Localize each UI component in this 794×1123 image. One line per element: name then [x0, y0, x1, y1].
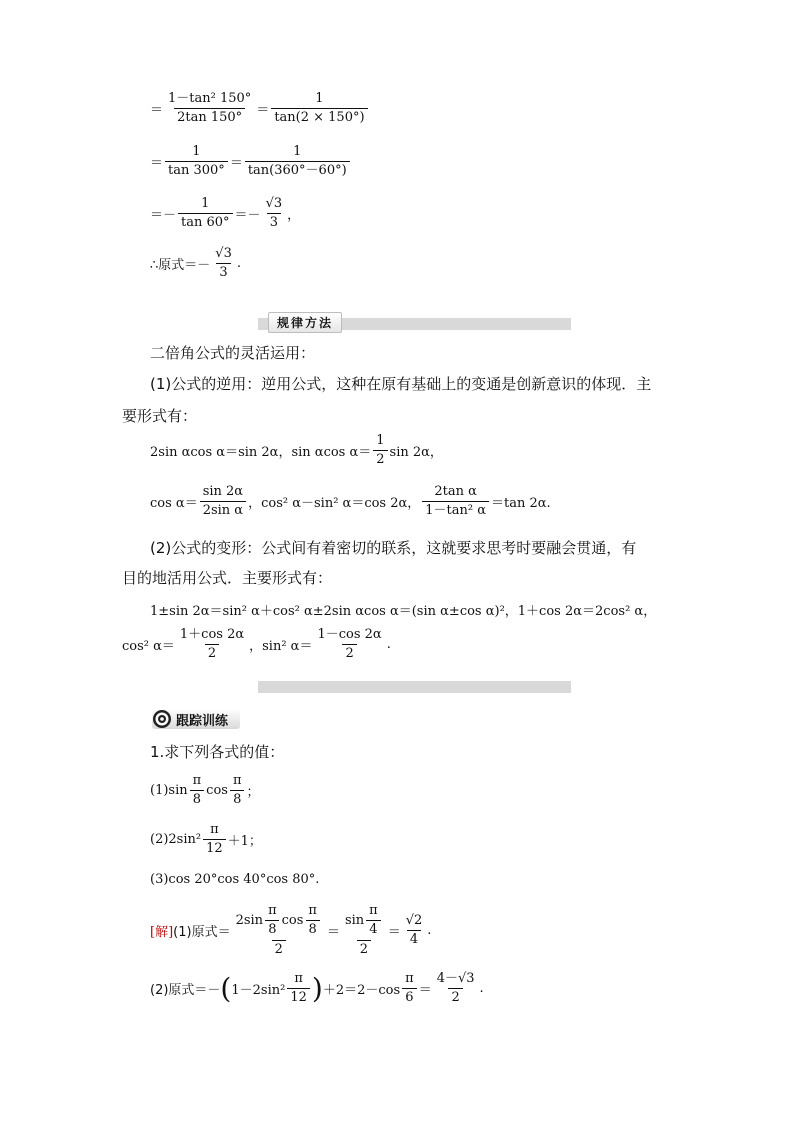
conclusion-line: ∴原式＝－ $\frac{√3}{3}$ .	[150, 246, 241, 281]
derivation-line-2: ＝ $\frac{1}{\tan 300^\circ}$ ＝ $\frac{1}{\tan(360^\circ-60^\circ)}$	[150, 145, 352, 179]
method-end-bar	[258, 681, 571, 693]
derivation-line-3: ＝－ $\frac{1}{\tan 60^\circ}$ ＝－ $\frac{√3}{3}$ ，	[150, 196, 301, 231]
question-1: (1)sin $\frac{\pi}{8}$ cos $\frac{\pi}{8}$ ；	[150, 773, 260, 808]
question-3: (3)cos 20°cos 40°cos 80°.	[150, 872, 320, 887]
training-question: 1.求下列各式的值：	[150, 743, 285, 761]
method-banner-label: 规律方法	[268, 312, 342, 333]
method-p2-line2: 目的地活用公式．主要形式有：	[122, 569, 333, 587]
training-badge	[152, 709, 240, 729]
method-formula-2: cos α＝ $\frac{\sin 2\alpha}{\text{2sin α}}$ ，cos² α－sin² α＝cos 2α， $\frac{\text{2tan α}}{\text{1－tan² α}}$ ＝tan 2α.	[150, 484, 551, 519]
method-formula-3: 1±sin 2α＝sin² α＋cos² α±2sin αcos α＝(sin α±cos α)²，1＋cos 2α＝2cos² α，	[150, 604, 657, 619]
solution-2: (2)原式＝－ ( 1－2sin² $\frac{\pi}{12}$ ) ＋2＝2－cos $\frac{\pi}{6}$ ＝ $\frac{4-√3}{2}$ .	[150, 971, 484, 1006]
method-p2-line1: (2)公式的变形：公式间有着密切的联系，这就要求思考时要融会贯通，有	[150, 539, 637, 557]
target-icon	[152, 709, 172, 729]
derivation-line-1: ＝ $\frac{\text{1－tan² 150°}}{2\tan 150^\circ}$ ＝ $\frac{1}{\tan(2 \times 150^\circ)}$	[150, 92, 370, 126]
question-2: (2)2sin² $\frac{\pi}{12}$ ＋1；	[150, 822, 262, 857]
method-intro: 二倍角公式的灵活运用：	[150, 344, 316, 362]
training-badge-label: 跟踪训练	[176, 713, 229, 729]
method-formula-1: 2sin αcos α＝sin 2α，sin αcos α＝ $\frac{1}{2}$ sin 2α，	[150, 433, 443, 468]
method-p1-line1: (1)公式的逆用：逆用公式，这种在原有基础上的变通是创新意识的体现．主	[150, 375, 652, 393]
method-formula-4: cos² α＝ $\frac{1+\cos 2\alpha}{2}$ ，sin² α＝ $\frac{1-\cos 2\alpha}{2}$ .	[122, 627, 391, 662]
solution-tag: [解]	[150, 924, 174, 940]
method-p1-line2: 要形式有：	[122, 407, 198, 425]
solution-1: [解] (1)原式＝ 2sin $\frac{\pi}{8}$ cos $\frac{\pi}{8}$ 2 ＝ sin $\frac{\pi}{4}$ 2 ＝ $\frac{√2}{4}$ .	[150, 903, 432, 957]
